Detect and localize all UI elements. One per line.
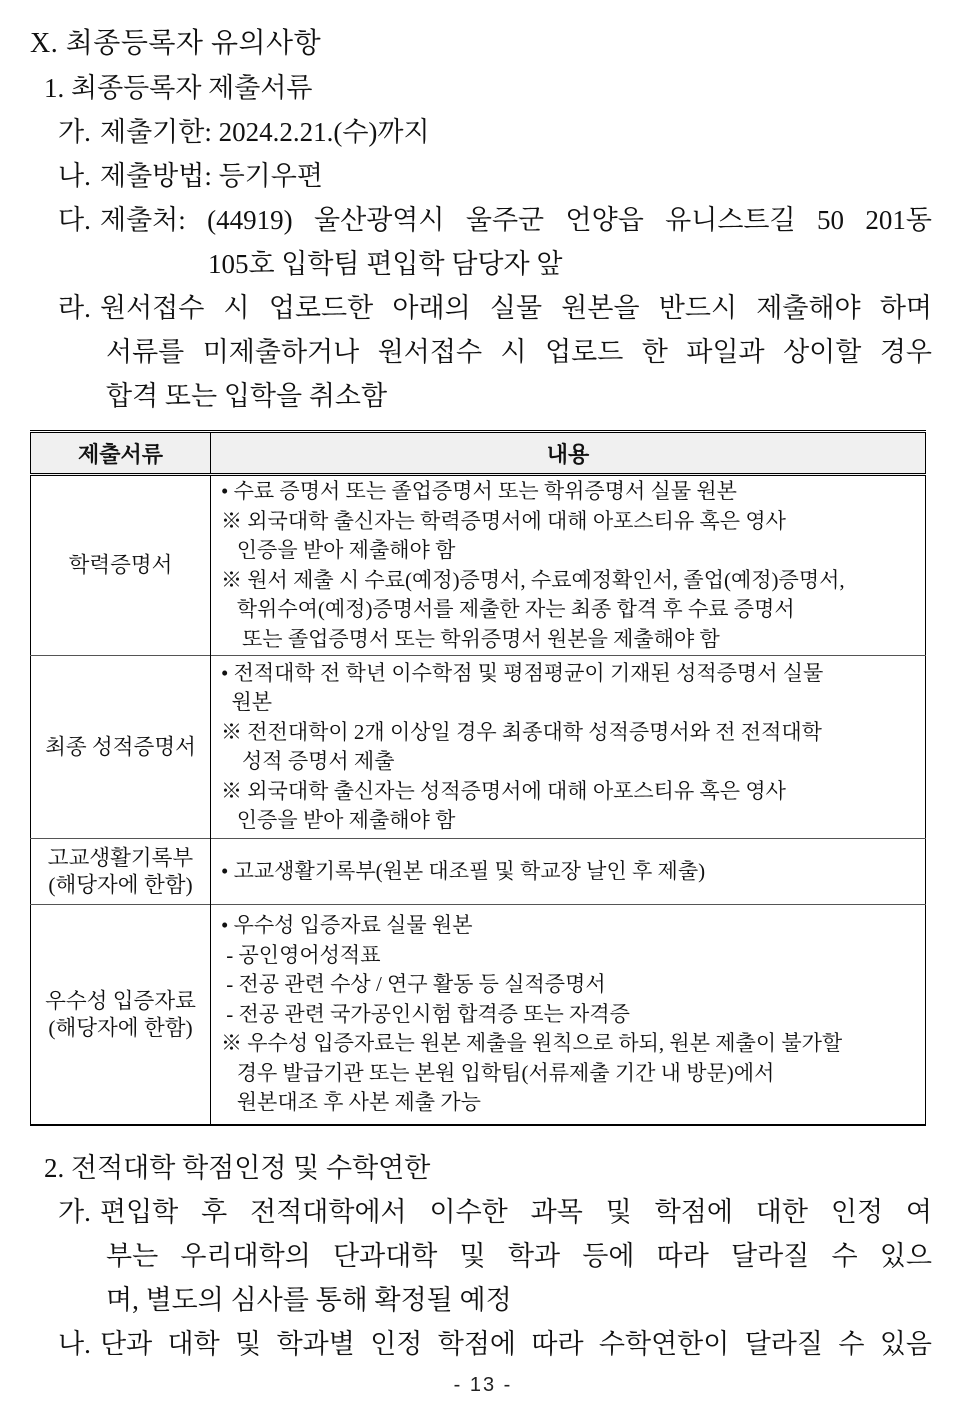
content-line: - 공인영어성적표: [221, 942, 381, 967]
content-line: • 고교생활기록부(원본 대조필 및 학교장 날인 후 제출): [221, 858, 706, 883]
table-row: [31, 475, 926, 656]
list-item-notice: [58, 286, 966, 418]
list-item-label: 다.: [58, 205, 91, 235]
content-line: ※ 우수성 입증자료는 원본 제출을 원칙으로 하되, 원본 제출이 불가할: [221, 1031, 843, 1056]
content-line: 인증을 받아 제출해야 함: [221, 538, 456, 562]
row-content: [211, 839, 926, 905]
list-item-text: 원서접수 시 업로드한 아래의 실물 원본을 반드시 제출해야 하며: [100, 293, 932, 323]
table-header-row: [31, 432, 926, 475]
list-item-text: 부는 우리대학의 단과대학 및 학과 등에 따라 달라질 수 있으: [106, 1241, 932, 1271]
list-item-label: 나.: [58, 161, 91, 191]
list-item-text: 편입학 후 전적대학에서 이수한 과목 및 학점에 대한 인정 여: [100, 1197, 932, 1227]
content-line: - 전공 관련 수상 / 연구 활동 등 실적증명서: [221, 972, 606, 997]
content-line: • 우수성 입증자료 실물 원본: [221, 913, 473, 938]
section2-heading: 2. 전적대학 학점인정 및 수학연한: [44, 1153, 431, 1183]
row-label-hs-record: 고교생활기록부 (해당자에 한함): [31, 839, 211, 905]
content-line: ※ 외국대학 출신자는 학력증명서에 대해 아포스티유 혹은 영사: [221, 508, 786, 533]
table-header-doc-type: 제출서류: [31, 432, 211, 475]
row-label-transcript: 최종 성적증명서: [31, 656, 211, 839]
table-row: [31, 839, 926, 905]
content-line: 원본: [221, 690, 273, 714]
list-item-text: 105호 입학팀 편입학 담당자 앞: [208, 249, 563, 279]
list-item-method: [58, 154, 966, 198]
table-row: [31, 905, 926, 1126]
list-item-text: 서류를 미제출하거나 원서접수 시 업로드 한 파일과 상이할 경우: [106, 337, 932, 367]
content-line: 성적 증명서 제출: [221, 749, 395, 773]
content-line: 인증을 받아 제출해야 함: [221, 808, 456, 832]
list-item-label: 가.: [58, 117, 91, 147]
list-item-study-period: [58, 1322, 966, 1366]
content-line: ※ 원서 제출 시 수료(예정)증명서, 수료예정확인서, 졸업(예정)증명서,: [221, 567, 845, 592]
list-item-credit-recognition: [58, 1190, 966, 1322]
row-content: [211, 905, 926, 1126]
row-label-excellence-proof: 우수성 입증자료 (해당자에 한함): [31, 905, 211, 1126]
list-item-deadline: [58, 110, 966, 154]
row-label-degree-cert: 학력증명서: [31, 475, 211, 656]
list-item-text: 제출처: (44919) 울산광역시 울주군 언양읍 유니스트길 50 201동: [100, 205, 932, 235]
content-line: - 전공 관련 국가공인시험 합격증 또는 자격증: [221, 1001, 630, 1026]
list-item-text: 며, 별도의 심사를 통해 확정될 예정: [106, 1285, 512, 1315]
content-line: 경우 발급기관 또는 본원 입학팀(서류제출 기간 내 방문)에서: [221, 1060, 775, 1085]
table-header-content: 내용: [211, 432, 926, 475]
content-line: • 수료 증명서 또는 졸업증명서 또는 학위증명서 실물 원본: [221, 479, 737, 503]
list-item-text: 제출기한: 2024.2.21.(수)까지: [100, 117, 430, 147]
table-row: [31, 656, 926, 839]
content-line: 학위수여(예정)증명서를 제출한 자는 최종 합격 후 수료 증명서: [221, 597, 795, 621]
content-line: ※ 전전대학이 2개 이상일 경우 최종대학 성적증명서와 전 전적대학: [221, 719, 822, 744]
page-number: - 13 -: [453, 1374, 513, 1396]
list-item-text: 단과 대학 및 학과별 인정 학점에 따라 수학연한이 달라질 수 있음: [100, 1329, 932, 1359]
row-content: [211, 656, 926, 839]
list-item-label: 나.: [58, 1329, 91, 1359]
list-item-label: 가.: [58, 1197, 91, 1227]
list-item-label: 라.: [58, 293, 91, 323]
list-item-text: 합격 또는 입학을 취소함: [106, 381, 388, 411]
list-item-address: [58, 198, 966, 286]
list-item-text: 제출방법: 등기우편: [100, 161, 323, 191]
content-line: • 전적대학 전 학년 이수학점 및 평점평균이 기재된 성적증명서 실물: [221, 660, 824, 685]
section1-heading: 1. 최종등록자 제출서류: [44, 73, 313, 103]
documents-table: [30, 430, 926, 1126]
page-title: X. 최종등록자 유의사항: [30, 28, 322, 59]
row-content: [211, 475, 926, 656]
content-line: 원본대조 후 사본 제출 가능: [221, 1090, 481, 1115]
content-line: 또는 졸업증명서 또는 학위증명서 원본을 제출해야 함: [221, 626, 720, 651]
content-line: ※ 외국대학 출신자는 성적증명서에 대해 아포스티유 혹은 영사: [221, 778, 786, 803]
